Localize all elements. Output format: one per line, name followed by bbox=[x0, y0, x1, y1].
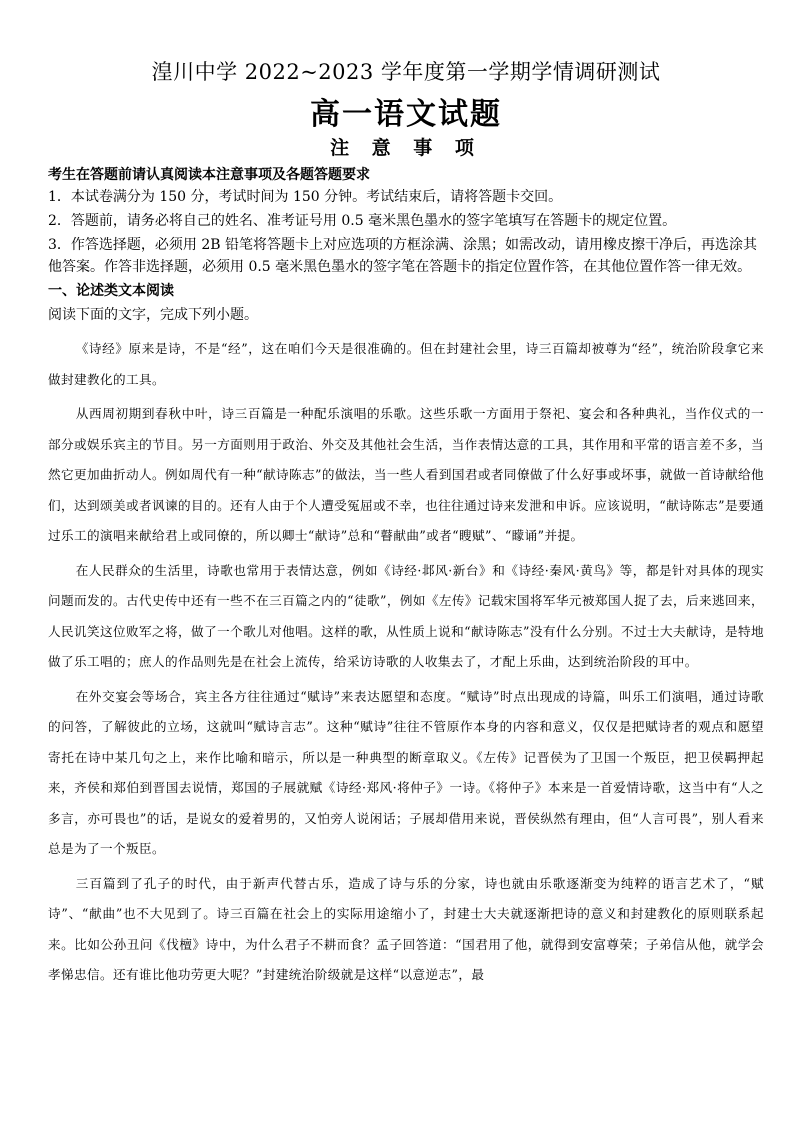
passage-paragraph-4: 在外交宴会等场合，宾主各方往往通过“赋诗”来表达愿望和态度。“赋诗”时点出现成的诗篇，叫乐工们演唱，通过诗歌的问答，了解彼此的立场，这就叫“赋诗言志”。这种“赋诗”往往不管原作本身的内容和意义，仅仅是把赋诗者的观点和愿望寄托在诗中某几句之上，来作比喻和暗示，所以是一种典型的断章取义。《左传》记晋侯为了卫国一个叛臣，把卫侯羁押起来，齐侯和郑伯到晋国去说情，郑国的子展就赋《诗经·郑风·将仲子》一诗。《将仲子》本来是一首爱情诗歌，这当中有“人之多言，亦可畏也”的话，是说女的爱着男的，又怕旁人说闲话；子展却借用来说，晋侯纵然有理由，但“人言可畏”，别人看来总是为了一个叛臣。 bbox=[48, 688, 764, 856]
reading-passage bbox=[48, 334, 764, 991]
passage-paragraph-2: 从西周初期到春秋中叶，诗三百篇是一种配乐演唱的乐歌。这些乐歌一方面用于祭祀、宴会和各种典礼，当作仪式的一部分或娱乐宾主的节目。另一方面则用于政治、外交及其他社会生活，当作表情达意的工具，其作用和平常的语言差不多，当然它更加曲折动人。例如周代有一种“献诗陈志”的做法，当一些人看到国君或者同僚做了什么好事或坏事，就做一首诗献给他们，达到颂美或者讽谏的目的。还有人由于个人遭受冤屈或不幸，也往往通过诗来发泄和申诉。应该说明，“献诗陈志”是要通过乐工的演唱来献给君上或同僚的，所以卿士“献诗”总和“瞽献曲”或者“瞍赋”、“矇诵”并提。 bbox=[48, 406, 764, 543]
section-title: 一、论述类文本阅读 bbox=[48, 283, 174, 299]
school-title: 湟川中学 2022~2023 学年度第一学期学情调研测试 bbox=[151, 60, 661, 84]
notice-rule-1: 1．本试卷满分为 150 分，考试时间为 150 分钟。考试结束后，请将答题卡交回。 bbox=[48, 189, 563, 205]
section-instruction: 阅读下面的文字，完成下列小题。 bbox=[48, 307, 258, 323]
main-title: 高一语文试题 bbox=[310, 97, 502, 132]
passage-paragraph-3: 在人民群众的生活里，诗歌也常用于表情达意，例如《诗经·邶风·新台》和《诗经·秦风·黄鸟》等，都是针对具体的现实问题而发的。古代史传中还有一些不在三百篇之内的“徒歌”，例如《左传》记载宋国将军华元被郑国人捉了去，后来逃回来，人民讥笑这位败军之将，做了一个歌儿对他唱。这样的歌，从性质上说和“献诗陈志”没有什么分别。不过士大夫献诗，是特地做了乐工唱的；庶人的作品则先是在社会上流传，给采访诗歌的人收集去了，才配上乐曲，达到统治阶段的耳中。 bbox=[48, 562, 764, 669]
notice-title: 注 意 事 项 bbox=[330, 137, 482, 159]
notice-rule-3: 3．作答选择题，必须用 2B 铅笔将答题卡上对应选项的方框涂满、涂黑；如需改动，请用橡皮擦干净后，再选涂其他答案。作答非选择题，必须用 0.5 毫米黑色墨水的签字笔在答题卡的指定位置作答，在其他位置作答一律无效。 bbox=[48, 237, 757, 275]
passage-paragraph-1: 《诗经》原来是诗，不是“经”，这在咱们今天是很准确的。但在封建社会里，诗三百篇却被尊为“经”，统治阶段拿它来做封建教化的工具。 bbox=[48, 341, 764, 387]
notice-rule-2: 2．答题前，请务必将自己的姓名、准考证号用 0.5 毫米黑色墨水的签字笔填写在答题卡的规定位置。 bbox=[48, 213, 677, 229]
passage-paragraph-5: 三百篇到了孔子的时代，由于新声代替古乐，造成了诗与乐的分家，诗也就由乐歌逐渐变为纯粹的语言艺术了，“赋诗”、“献曲”也不大见到了。诗三百篇在社会上的实际用途缩小了，封建士大夫就逐渐把诗的意义和封建教化的原则联系起来。比如公孙丑问《伐檀》诗中，为什么君子不耕而食？孟子回答道：“国君用了他，就得到安富尊荣；子弟信从他，就学会孝悌忠信。还有谁比他功劳更大呢？”封建统治阶级就是这样“以意逆志”，最 bbox=[48, 875, 764, 982]
notice-heading: 考生在答题前请认真阅读本注意事项及各题答题要求 bbox=[48, 167, 370, 183]
